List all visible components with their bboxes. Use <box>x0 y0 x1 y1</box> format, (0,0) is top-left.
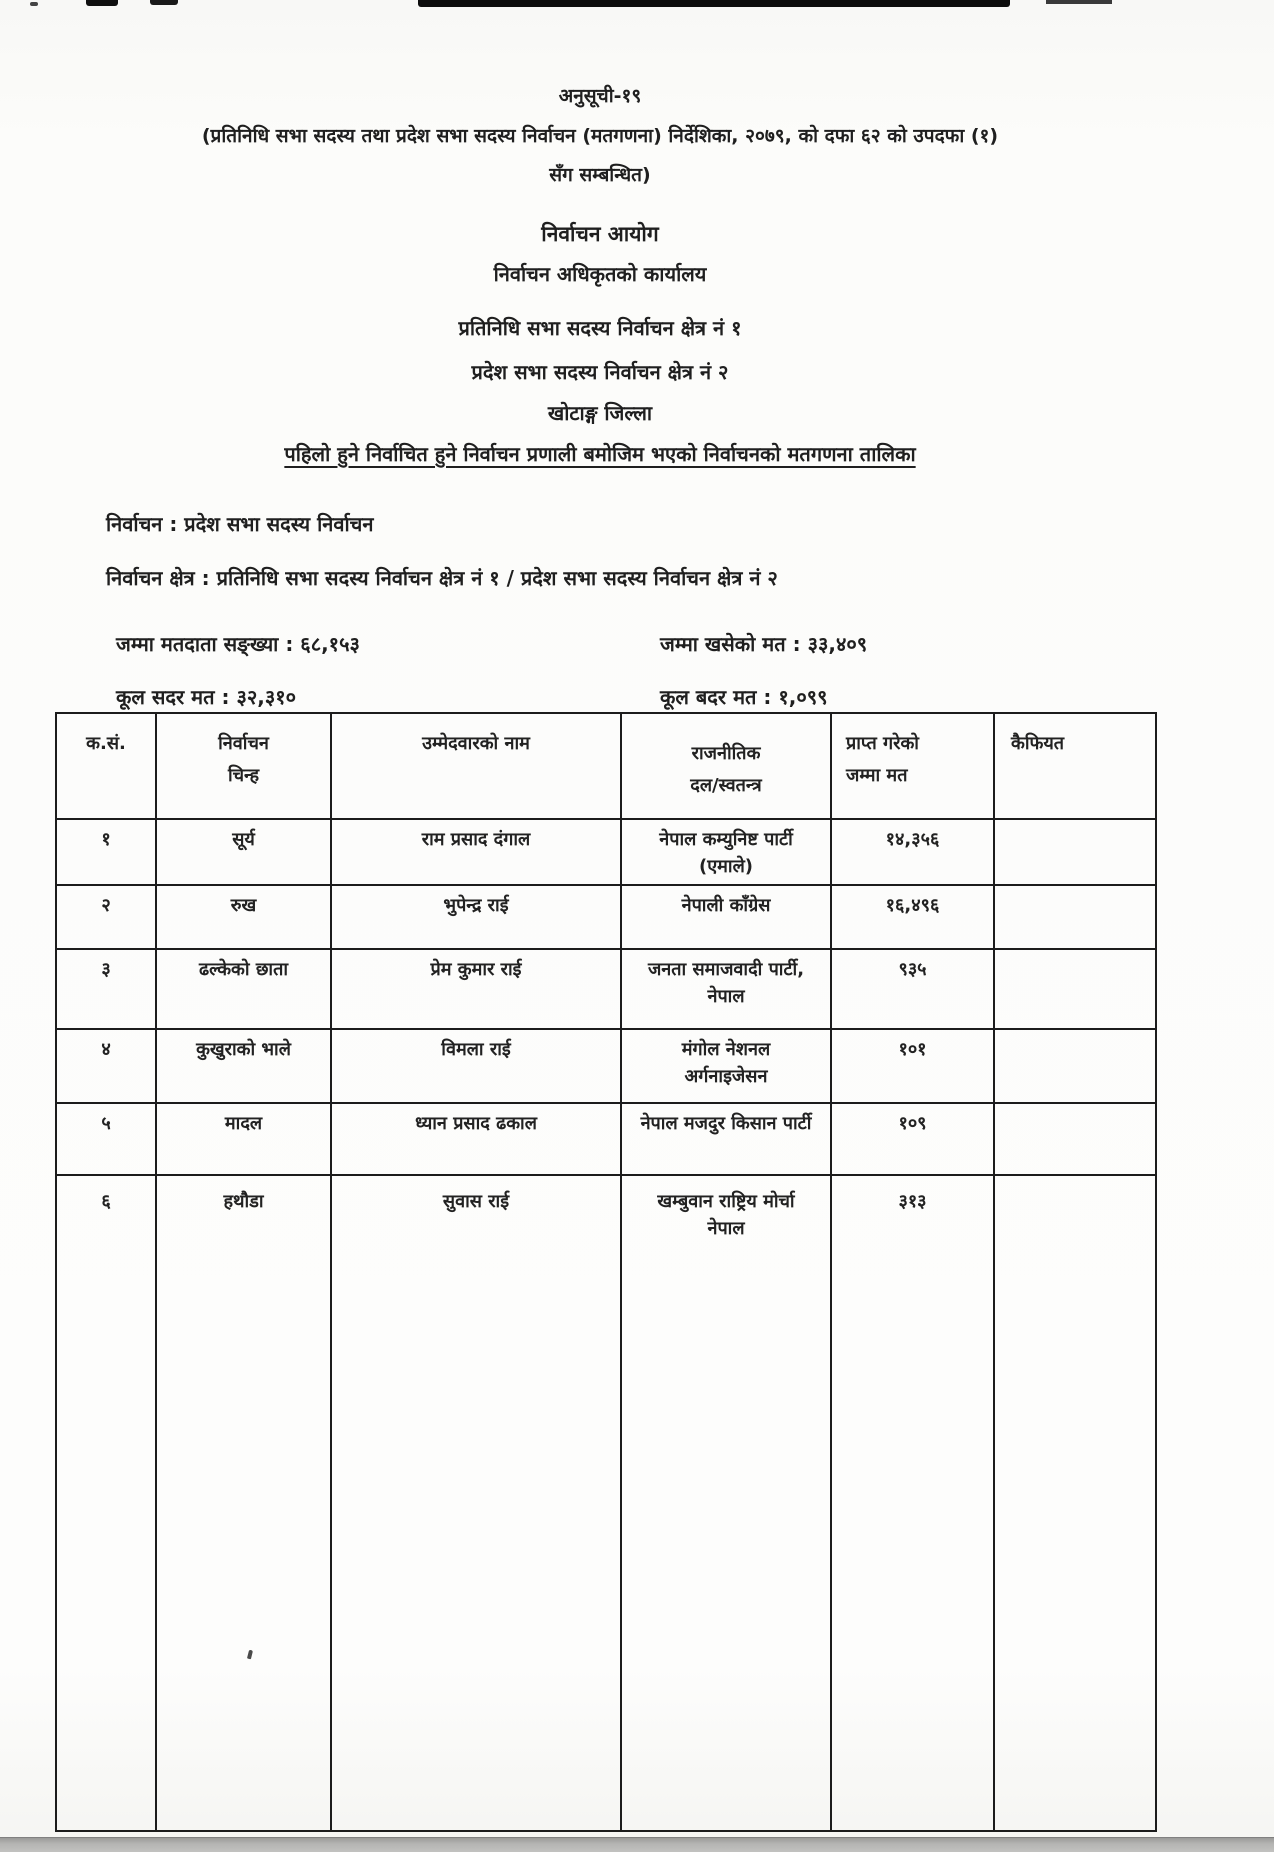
cell-sn: ६ <box>56 1175 156 1831</box>
invalid-votes-stat: कूल बदर मत : १,०९९ <box>660 685 828 709</box>
header-remarks-line1: कैफियत <box>1011 733 1065 754</box>
results-table-container <box>55 712 1155 1832</box>
scan-artifact-top-center <box>418 0 1010 7</box>
header-party-line1: राजनीतिक <box>691 743 761 764</box>
table-row <box>56 1175 1156 1831</box>
cell-party-line2: (एमाले) <box>698 856 754 877</box>
table-row <box>56 885 1156 949</box>
hor-constituency-line: प्रतिनिधि सभा सदस्य निर्वाचन क्षेत्र नं १ <box>458 316 742 340</box>
header-candidate <box>331 713 621 819</box>
votes-cast-stat: जम्मा खसेको मत : ३३,४०९ <box>660 632 868 656</box>
cell-symbol: हथौडा <box>156 1175 331 1831</box>
district-label: खोटाङ्ग जिल्ला <box>547 401 653 425</box>
cell-party-line1: नेपाल मजदुर किसान पार्टी <box>640 1113 812 1134</box>
cell-sn: ४ <box>56 1029 156 1103</box>
header-symbol-line1: निर्वाचन <box>218 733 269 754</box>
cell-remarks <box>994 1029 1156 1103</box>
cell-candidate: ध्यान प्रसाद ढकाल <box>331 1103 621 1175</box>
cell-symbol: मादल <box>156 1103 331 1175</box>
cell-remarks <box>994 949 1156 1029</box>
cell-sn: ५ <box>56 1103 156 1175</box>
table-row <box>56 819 1156 885</box>
header-candidate-line1: उम्मेदवारको नाम <box>422 733 530 754</box>
cell-party-line2: नेपाल <box>707 986 745 1007</box>
scan-artifact-top-right <box>1046 0 1112 4</box>
cell-party <box>621 949 831 1029</box>
cell-sn: १ <box>56 819 156 885</box>
cell-votes: १०१ <box>831 1029 994 1103</box>
cell-candidate: विमला राई <box>331 1029 621 1103</box>
header-votes-line2: जम्मा मत <box>846 765 908 786</box>
header-symbol <box>156 713 331 819</box>
cell-votes: १६,४९६ <box>831 885 994 949</box>
cell-symbol: सूर्य <box>156 819 331 885</box>
cell-votes: १०९ <box>831 1103 994 1175</box>
cell-candidate: भुपेन्द्र राई <box>331 885 621 949</box>
cell-symbol: कुखुराको भाले <box>156 1029 331 1103</box>
cell-party-line1: खम्बुवान राष्ट्रिय मोर्चा <box>657 1191 795 1212</box>
cell-candidate: राम प्रसाद दंगाल <box>331 819 621 885</box>
cell-candidate: सुवास राई <box>331 1175 621 1831</box>
pa-constituency-line: प्रदेश सभा सदस्य निर्वाचन क्षेत्र नं २ <box>471 360 729 384</box>
cell-party <box>621 1029 831 1103</box>
scan-artifact-top-left-2 <box>150 0 178 5</box>
appendix-label: अनुसूची-१९ <box>558 85 642 107</box>
header-party <box>621 713 831 819</box>
scan-edge-bottom <box>0 1837 1274 1852</box>
scan-artifact-top-left <box>86 0 118 6</box>
legal-clause-line2: सँग सम्बन्धित) <box>549 164 651 186</box>
cell-party-line1: नेपाल कम्युनिष्ट पार्टी <box>659 829 793 850</box>
cell-party <box>621 885 831 949</box>
cell-remarks <box>994 885 1156 949</box>
cell-symbol: ढल्केको छाता <box>156 949 331 1029</box>
valid-votes-stat: कूल सदर मत : ३२,३१० <box>116 685 297 709</box>
header-sn-line1: क.सं. <box>86 733 126 754</box>
table-row <box>56 1029 1156 1103</box>
cell-party-line1: जनता समाजवादी पार्टी, <box>647 959 805 980</box>
cell-candidate: प्रेम कुमार राई <box>331 949 621 1029</box>
table-header-row <box>56 713 1156 819</box>
cell-remarks <box>994 819 1156 885</box>
page-title: पहिलो हुने निर्वाचित हुने निर्वाचन प्रणाली बमोजिम भएको निर्वाचनको मतगणना तालिका <box>284 442 916 466</box>
cell-votes: १४,३५६ <box>831 819 994 885</box>
cell-party-line2: अर्गनाइजेसन <box>684 1066 768 1087</box>
header-sn <box>56 713 156 819</box>
cell-party <box>621 1103 831 1175</box>
header-votes <box>831 713 994 819</box>
cell-sn: २ <box>56 885 156 949</box>
cell-party <box>621 1175 831 1831</box>
org-title: निर्वाचन आयोग <box>541 222 659 246</box>
header-symbol-line2: चिन्ह <box>227 765 260 786</box>
cell-party-line1: मंगोल नेशनल <box>681 1039 771 1060</box>
scan-artifact-top-corner <box>30 2 38 6</box>
cell-remarks <box>994 1103 1156 1175</box>
constituency-detail-label: निर्वाचन क्षेत्र : प्रतिनिधि सभा सदस्य निर्वाचन क्षेत्र नं १ / प्रदेश सभा सदस्य निर्वाचन क्षेत्र नं २ <box>106 566 778 590</box>
total-voters-stat: जम्मा मतदाता सङ्ख्या : ६८,१५३ <box>116 632 360 656</box>
table-row <box>56 1103 1156 1175</box>
vote-count-table <box>55 712 1157 1832</box>
cell-party <box>621 819 831 885</box>
cell-remarks <box>994 1175 1156 1831</box>
org-subtitle: निर्वाचन अधिकृतको कार्यालय <box>493 262 707 286</box>
cell-symbol: रुख <box>156 885 331 949</box>
cell-votes: ९३५ <box>831 949 994 1029</box>
cell-sn: ३ <box>56 949 156 1029</box>
cell-votes: ३१३ <box>831 1175 994 1831</box>
header-remarks <box>994 713 1156 819</box>
election-type-label: निर्वाचन : प्रदेश सभा सदस्य निर्वाचन <box>106 512 374 536</box>
cell-party-line2: नेपाल <box>707 1218 745 1239</box>
header-votes-line1: प्राप्त गरेको <box>846 733 919 754</box>
table-row <box>56 949 1156 1029</box>
legal-clause-line1: (प्रतिनिधि सभा सदस्य तथा प्रदेश सभा सदस्य निर्वाचन (मतगणना) निर्देशिका, २०७९, को दफा ६२ को उपदफा (१) <box>201 125 999 147</box>
header-party-line2: दल/स्वतन्त्र <box>690 775 762 796</box>
cell-party-line1: नेपाली काँग्रेस <box>681 895 771 916</box>
